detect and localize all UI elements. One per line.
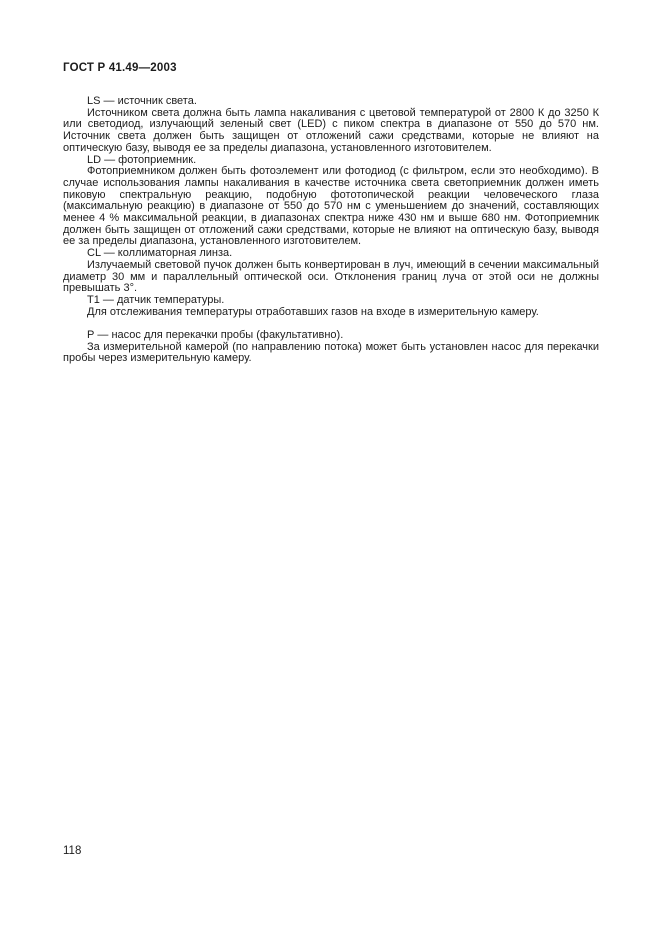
paragraph-ls-label: LS — источник света. xyxy=(87,95,197,107)
document-header: ГОСТ Р 41.49—2003 xyxy=(63,62,177,74)
paragraph-ld-label: LD — фотоприемник. xyxy=(87,153,197,166)
paragraph-t1-label: Т1 — датчик температуры. xyxy=(87,293,225,306)
document-body xyxy=(63,96,599,365)
paragraph-cl-label: CL — коллиматорная линза. xyxy=(87,247,233,260)
paragraph-cl-description: Излучаемый световой пучок должен быть конвертирован в луч, имеющий в сечении максимальный диаметр 30 мм и параллельный оптической оси. Отклонения границ луча от этой оси не должны превышать 3°. xyxy=(63,258,599,295)
paragraph-ls-description: Источником света должна быть лампа накаливания с цветовой температурой от 2800 К до 3250 К или светодиод, излучающий зеленый свет (LED) с пиком спектра в диапазоне от 550 до 570 нм. Источник света должен быть защищен от отложений сажи средствами, которые не влияют на оптическую базу, выводя ее за пределы диапазона, установленного изготовителем. xyxy=(63,106,599,154)
paragraph-p-label: Р — насос для перекачки пробы (факультативно). xyxy=(87,329,344,342)
page-number: 118 xyxy=(63,845,82,857)
paragraph-ld-description: Фотоприемником должен быть фотоэлемент или фотодиод (с фильтром, если это необходимо). В случае использования лампы накаливания в качестве источника света светоприемник должен иметь пиковую спектральную реакцию, подобную фототопической реакции человеческого глаза (максимальную реакцию) в диапазоне от 550 до 570 нм с уменьшением до значений, составляющих менее 4 % максимальной реакции, в диапазонах спектра ниже 430 нм и выше 680 нм. Фотоприемник должен быть защищен от отложений сажи средствами, которые не влияют на оптическую базу, выводя ее за пределы диапазона, установленного изготовителем. xyxy=(63,165,599,248)
paragraph-t1-description: Для отслеживания температуры отработавших газов на входе в измерительную камеру. xyxy=(87,305,539,318)
paragraph-p-description: За измерительной камерой (по направлению потока) может быть установлен насос для перекачки пробы через измерительную камеру. xyxy=(63,340,599,365)
